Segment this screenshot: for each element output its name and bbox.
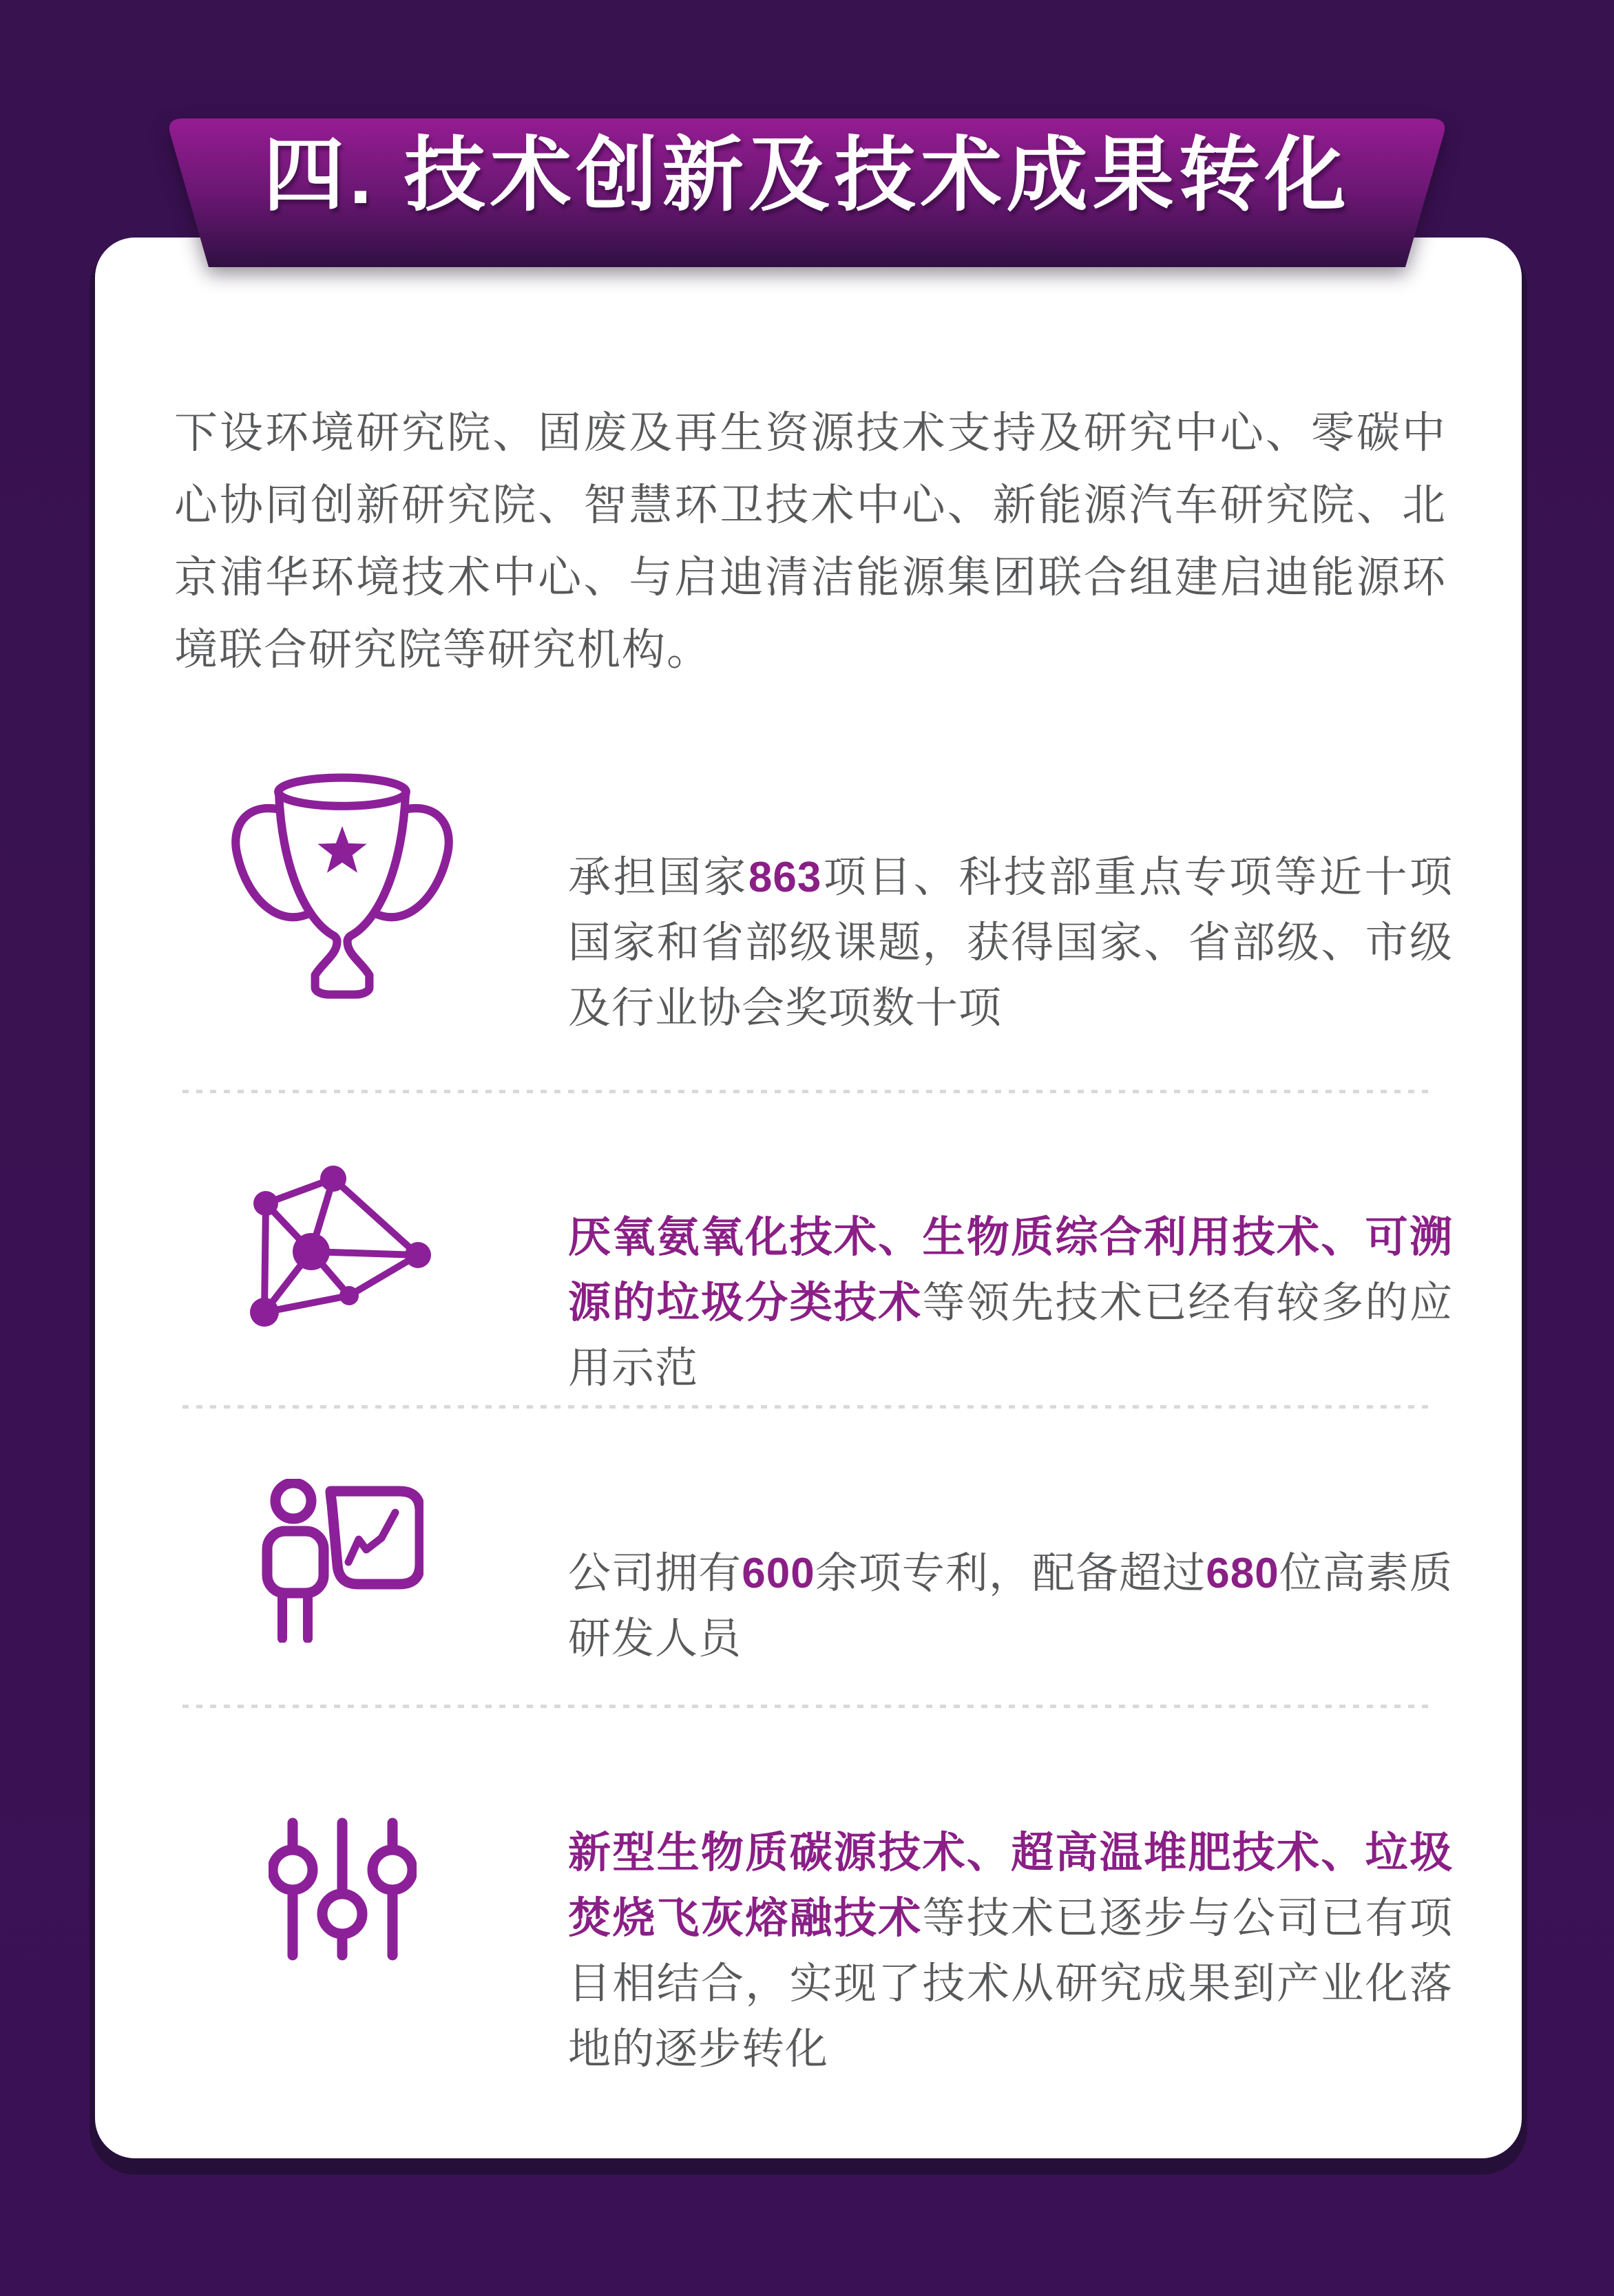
highlight-segment: 新型生物质碳源技术、超高温堆肥技术、垃圾焚烧飞灰熔融技术 — [568, 1829, 1453, 1942]
text-segment: 等技术已逐步与公司已有项目相结合，实现了技术从研究成果到产业化落地的逐步转化 — [568, 1895, 1453, 2073]
intro-paragraph: 下设环境研究院、固废及再生资源技术支持及研究中心、零碳中心协同创新研究院、智慧环卫技术中心、新能源汽车研究院、北京浦华环境技术中心、与启迪清洁能源集团联合组建启迪能源环境联合研究院等研究机构。 — [174, 409, 1447, 674]
text-segment: 公司拥有 — [568, 1550, 742, 1597]
highlight-segment: 863 — [748, 854, 822, 901]
text-segment: 承担国家 — [568, 854, 748, 901]
content-card — [95, 238, 1522, 2158]
text-segment: 余项专利，配备超过 — [815, 1550, 1206, 1597]
network-icon — [229, 1162, 456, 1334]
section-text-leading-tech — [568, 1205, 1453, 1401]
dashed-divider — [182, 1705, 1432, 1708]
presentation-chart-icon — [229, 1479, 456, 1643]
highlight-segment: 600 — [742, 1550, 815, 1597]
section-text-awards — [568, 845, 1453, 1041]
section-text-new-tech — [568, 1820, 1453, 2082]
highlight-segment: 厌氧氨氧化技术、生物质综合利用技术、可溯源的垃圾分类技术 — [568, 1214, 1453, 1327]
dashed-divider — [182, 1090, 1432, 1093]
trophy-icon — [229, 771, 456, 1002]
highlight-segment: 680 — [1206, 1550, 1279, 1597]
page-title: 四. 技术创新及技术成果转化 — [263, 130, 1351, 221]
text-segment: 项目、科技部重点专项等近十项国家和省部级课题，获得国家、省部级、市级及行业协会奖项数十项 — [568, 854, 1453, 1032]
text-segment: 位高素质研发人员 — [568, 1550, 1453, 1663]
section-text-patents — [568, 1541, 1453, 1672]
dashed-divider — [182, 1405, 1432, 1409]
sliders-icon — [229, 1816, 456, 1962]
text-segment: 等领先技术已经有较多的应用示范 — [568, 1279, 1453, 1392]
